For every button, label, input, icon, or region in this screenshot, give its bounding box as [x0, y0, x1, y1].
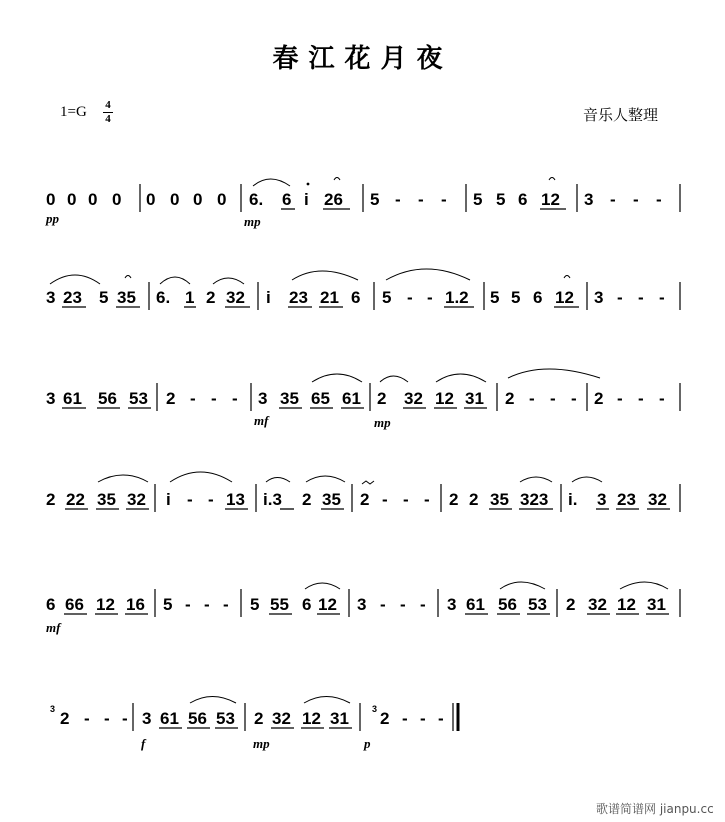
- note: 0: [146, 190, 156, 209]
- note: 3: [357, 595, 367, 614]
- note: 35: [117, 288, 136, 307]
- note: 22: [66, 490, 85, 509]
- note: 5: [382, 288, 392, 307]
- score-line-6: [50, 697, 458, 752]
- note: 5: [511, 288, 521, 307]
- note: 6.: [249, 190, 264, 209]
- score-line-4: [46, 472, 680, 512]
- note: i.3: [263, 490, 282, 509]
- note: -: [104, 709, 110, 728]
- note: 32: [226, 288, 245, 307]
- note: 3: [46, 389, 56, 408]
- note: 2: [380, 709, 390, 728]
- note: 16: [126, 595, 145, 614]
- note: 65: [311, 389, 330, 408]
- note: -: [638, 288, 644, 307]
- note: 12: [435, 389, 454, 408]
- note: -: [380, 595, 386, 614]
- note: 2: [206, 288, 216, 307]
- arranger-credit: 音乐人整理: [583, 106, 659, 124]
- note: i: [266, 288, 271, 307]
- note: 2: [360, 490, 370, 509]
- note: 13: [226, 490, 245, 509]
- note: -: [617, 389, 623, 408]
- note: -: [223, 595, 229, 614]
- note: 6: [351, 288, 361, 307]
- note: 32: [272, 709, 291, 728]
- note: -: [638, 389, 644, 408]
- note: 53: [528, 595, 547, 614]
- note: 0: [88, 190, 98, 209]
- note: -: [571, 389, 577, 408]
- note: -: [400, 595, 406, 614]
- note: 12: [555, 288, 574, 307]
- note: 32: [127, 490, 146, 509]
- score-line-1: [45, 178, 680, 230]
- note: 5: [496, 190, 506, 209]
- note: 323: [520, 490, 549, 509]
- note: 31: [330, 709, 349, 728]
- note: 2: [377, 389, 387, 408]
- time-signature-bottom: 4: [105, 113, 111, 125]
- note: -: [402, 709, 408, 728]
- note: 6: [518, 190, 528, 209]
- note: 5: [473, 190, 483, 209]
- note: -: [420, 709, 426, 728]
- note: -: [187, 490, 193, 509]
- note: i.: [568, 490, 578, 509]
- note: 2: [60, 709, 70, 728]
- note: 35: [280, 389, 299, 408]
- note: 3: [584, 190, 594, 209]
- note: -: [122, 709, 128, 728]
- note: 55: [270, 595, 289, 614]
- note: 2: [166, 389, 176, 408]
- note: 5: [99, 288, 109, 307]
- dynamic-marking: mp: [244, 214, 261, 229]
- note: 3: [597, 490, 607, 509]
- note: 2: [566, 595, 576, 614]
- note: 12: [302, 709, 321, 728]
- note: 2: [594, 389, 604, 408]
- note: 3: [447, 595, 457, 614]
- note: -: [659, 288, 665, 307]
- note: -: [204, 595, 210, 614]
- note: -: [420, 595, 426, 614]
- note: 61: [63, 389, 82, 408]
- grace-note: 3: [50, 704, 56, 714]
- dynamic-marking: mp: [374, 415, 391, 430]
- note: 12: [617, 595, 636, 614]
- note: 21: [320, 288, 339, 307]
- note: 3: [594, 288, 604, 307]
- note: -: [185, 595, 191, 614]
- note: 66: [65, 595, 84, 614]
- score-title: 春江花月夜: [272, 44, 453, 74]
- note: -: [659, 389, 665, 408]
- grace-note: 3: [372, 704, 378, 714]
- note: -: [382, 490, 388, 509]
- note: 32: [588, 595, 607, 614]
- note: -: [424, 490, 430, 509]
- dynamic-marking: p: [364, 736, 371, 751]
- note: 61: [342, 389, 361, 408]
- note: -: [633, 190, 639, 209]
- note: 2: [469, 490, 479, 509]
- note: 35: [490, 490, 509, 509]
- note: 5: [163, 595, 173, 614]
- note: 12: [96, 595, 115, 614]
- note: -: [418, 190, 424, 209]
- note: 6: [46, 595, 56, 614]
- note: 61: [466, 595, 485, 614]
- note: 6.: [156, 288, 171, 307]
- note: 31: [465, 389, 484, 408]
- key-signature: 1=G: [60, 104, 87, 120]
- note: 2: [46, 490, 56, 509]
- note: -: [438, 709, 444, 728]
- note: 0: [193, 190, 203, 209]
- dynamic-marking: mf: [254, 413, 269, 428]
- note: -: [232, 389, 238, 408]
- note: 0: [217, 190, 227, 209]
- note: 0: [46, 190, 56, 209]
- dynamic-marking: mp: [253, 736, 270, 751]
- note: 1.2: [445, 288, 469, 307]
- note: 6: [302, 595, 312, 614]
- note: 61: [160, 709, 179, 728]
- note: 26: [324, 190, 343, 209]
- note: 0: [112, 190, 122, 209]
- note: 3: [46, 288, 56, 307]
- note: 56: [498, 595, 517, 614]
- note: 12: [541, 190, 560, 209]
- note: 2: [449, 490, 459, 509]
- note: 12: [318, 595, 337, 614]
- note: -: [427, 288, 433, 307]
- note: -: [211, 389, 217, 408]
- note: -: [610, 190, 616, 209]
- note: -: [441, 190, 447, 209]
- note: 31: [647, 595, 666, 614]
- note: 53: [216, 709, 235, 728]
- note: -: [529, 389, 535, 408]
- note: 6: [533, 288, 543, 307]
- note: -: [550, 389, 556, 408]
- dynamic-marking: pp: [46, 211, 59, 226]
- note: -: [617, 288, 623, 307]
- note: 0: [170, 190, 180, 209]
- score-line-2: [46, 269, 680, 310]
- note: 23: [617, 490, 636, 509]
- note: i: [304, 190, 309, 209]
- note: 23: [63, 288, 82, 307]
- note: 2: [254, 709, 264, 728]
- score-line-5: [46, 582, 680, 635]
- note: 0: [67, 190, 77, 209]
- dynamic-marking: f: [141, 736, 146, 751]
- note: 35: [97, 490, 116, 509]
- note: 35: [322, 490, 341, 509]
- note: 5: [370, 190, 380, 209]
- note: 5: [490, 288, 500, 307]
- site-watermark: 歌谱简谱网 jianpu.cc: [596, 802, 714, 816]
- note: -: [190, 389, 196, 408]
- note: 5: [250, 595, 260, 614]
- note: -: [208, 490, 214, 509]
- note: 2: [505, 389, 515, 408]
- note: 1: [185, 288, 195, 307]
- note: 32: [648, 490, 667, 509]
- dynamic-marking: mf: [46, 620, 61, 635]
- note: 3: [258, 389, 268, 408]
- note: -: [407, 288, 413, 307]
- note: 6: [282, 190, 292, 209]
- note: 56: [98, 389, 117, 408]
- note: 23: [289, 288, 308, 307]
- note: 32: [404, 389, 423, 408]
- note: 56: [188, 709, 207, 728]
- note: 2: [302, 490, 312, 509]
- note: -: [395, 190, 401, 209]
- note: i: [166, 490, 171, 509]
- score-line-3: [46, 369, 680, 430]
- note: 53: [129, 389, 148, 408]
- note: -: [656, 190, 662, 209]
- time-signature-top: 4: [105, 99, 111, 111]
- note: -: [84, 709, 90, 728]
- note: -: [403, 490, 409, 509]
- note: 3: [142, 709, 152, 728]
